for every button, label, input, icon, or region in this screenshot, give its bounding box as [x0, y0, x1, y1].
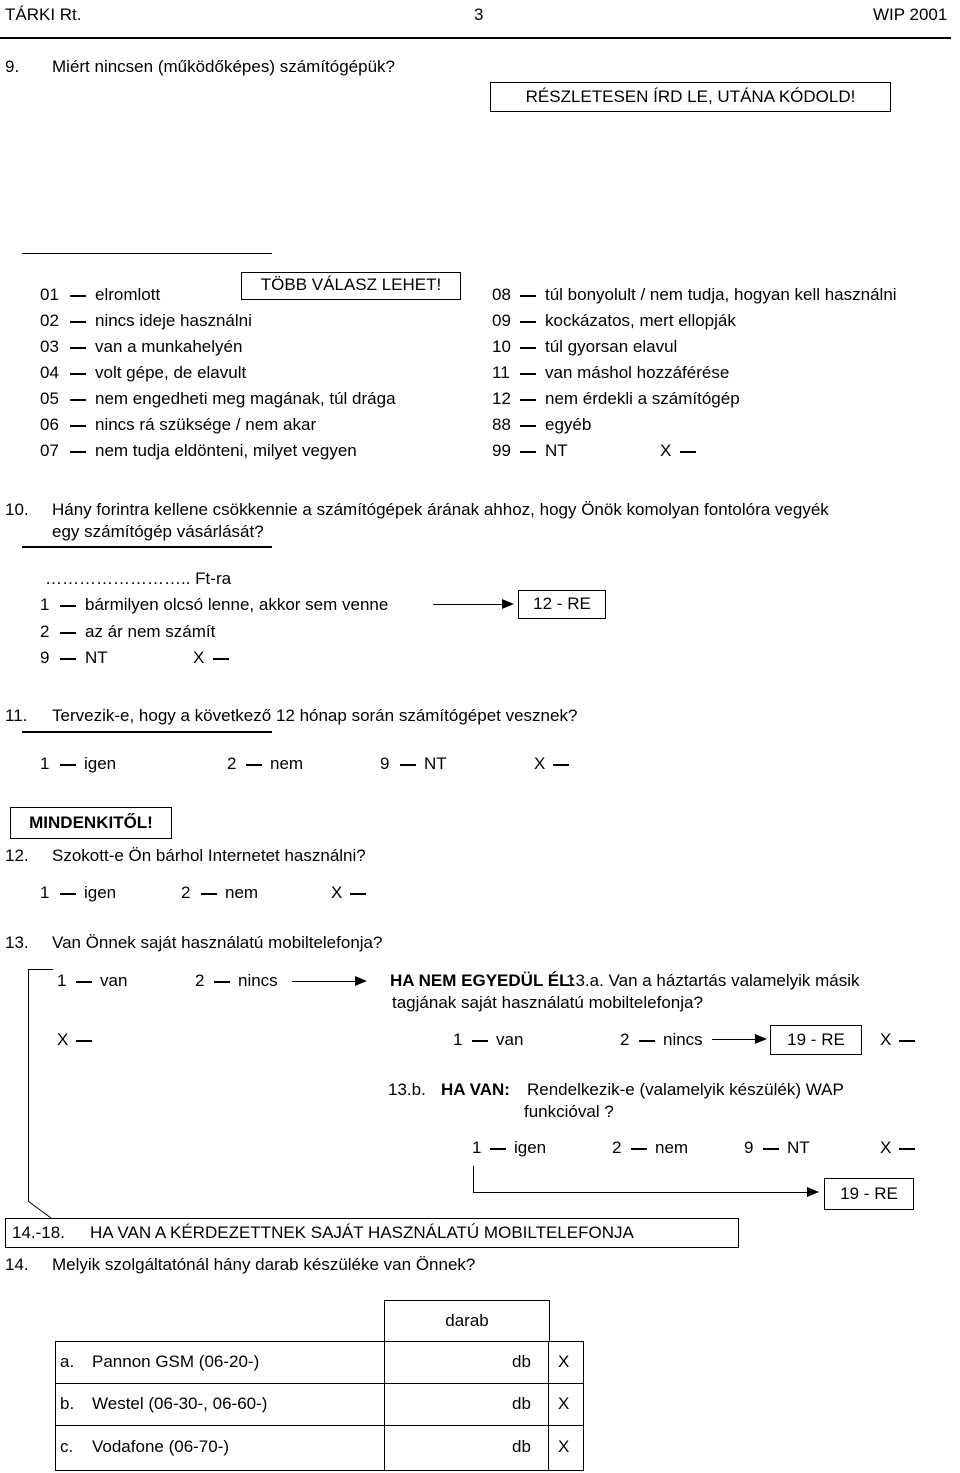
q9-label: egyéb [545, 415, 592, 434]
q11-number: 11. [5, 706, 28, 725]
q10-blank: …………………….. Ft-ra [45, 569, 232, 588]
q10-code: 1 [40, 595, 50, 614]
q13a-code: 2 [620, 1030, 630, 1049]
header-code: WIP 2001 [873, 5, 948, 24]
q13a-skip: 19 - RE [787, 1030, 845, 1049]
q12-number: 12. [5, 846, 29, 865]
q10-code: 2 [40, 622, 50, 641]
q9-label: nincs rá szüksége / nem akar [95, 415, 317, 434]
row-unit: db [512, 1352, 531, 1371]
q10-label: az ár nem számít [85, 622, 216, 641]
row-x: X [558, 1352, 570, 1371]
q13a-x: X [880, 1030, 892, 1049]
row-label: Westel (06-30-, 06-60-) [92, 1394, 268, 1413]
q12-text: Szokott-e Ön bárhol Internetet használni? [52, 846, 366, 865]
q13b-label: NT [787, 1138, 810, 1157]
section-number: 14.-18. [12, 1223, 65, 1242]
q9-number: 9. [5, 57, 20, 76]
q14-table-divider-left [384, 1341, 385, 1470]
q9-label: túl bonyolult / nem tudja, hogyan kell használni [545, 285, 897, 304]
q11-text: Tervezik-e, hogy a következő 12 hónap során számítógépet vesznek? [52, 706, 578, 725]
row-letter: a. [60, 1352, 75, 1371]
row-letter: c. [60, 1437, 74, 1456]
q10-text-line2: egy számítógép vásárlását? [52, 522, 264, 541]
q9-label: nincs ideje használni [95, 311, 252, 330]
q9-label: volt gépe, de elavult [95, 363, 247, 382]
q11-code: 1 [40, 754, 50, 773]
q11-code: 2 [227, 754, 237, 773]
q13a-label: nincs [663, 1030, 703, 1049]
q13a-text: 13.a. Van a háztartás valamelyik másik [566, 971, 860, 990]
q13b-number: 13.b. [388, 1080, 426, 1099]
q13a-label: van [496, 1030, 524, 1049]
q11-label: igen [84, 754, 117, 773]
q13a-code: 1 [453, 1030, 463, 1049]
q12-code: 1 [40, 883, 50, 902]
q13b-condition: HA VAN: [441, 1080, 510, 1099]
q9-code: 01 [40, 285, 59, 304]
q13-label: nincs [238, 971, 278, 990]
row-label: Pannon GSM (06-20-) [92, 1352, 260, 1371]
q10-label: bármilyen olcsó lenne, akkor sem venne [85, 595, 389, 614]
q14-text: Melyik szolgáltatónál hány darab készüléke van Önnek? [52, 1255, 476, 1274]
q14-number: 14. [5, 1255, 29, 1274]
row-x: X [558, 1437, 570, 1456]
q9-code: 88 [492, 415, 511, 434]
everyone-label: MINDENKITŐL! [29, 813, 153, 832]
q9-label: kockázatos, mert ellopják [545, 311, 736, 330]
q13b-code: 9 [744, 1138, 754, 1157]
q9-code: 02 [40, 311, 59, 330]
q9-x: X [660, 441, 672, 460]
q10-skip: 12 - RE [533, 594, 591, 613]
q9-label: van máshol hozzáférése [545, 363, 730, 382]
q13b-text: Rendelkezik-e (valamelyik készülék) WAP [527, 1080, 844, 1099]
q13b-skip: 19 - RE [840, 1184, 898, 1203]
q9-code: 06 [40, 415, 59, 434]
q9-code: 12 [492, 389, 511, 408]
row-letter: b. [60, 1394, 75, 1413]
q13-code: 1 [57, 971, 67, 990]
q9-code: 11 [492, 363, 510, 382]
q9-label: NT [545, 441, 568, 460]
q10-label: NT [85, 648, 108, 667]
q9-label: nem tudja eldönteni, milyet vegyen [95, 441, 357, 460]
q9-code: 09 [492, 311, 511, 330]
header-org: TÁRKI Rt. [5, 5, 82, 24]
q9-code: 04 [40, 363, 59, 382]
q13-text: Van Önnek saját használatú mobiltelefonja? [52, 933, 383, 952]
q13-label: van [100, 971, 128, 990]
q13a-condition: HA NEM EGYEDÜL ÉL: [390, 971, 576, 990]
q10-number: 10. [5, 500, 29, 519]
q11-x: X [534, 754, 546, 773]
q12-label: igen [84, 883, 117, 902]
section-text: HA VAN A KÉRDEZETTNEK SAJÁT HASZNÁLATÚ MOBILTELEFONJA [90, 1223, 634, 1242]
row-unit: db [512, 1394, 531, 1413]
q9-label: túl gyorsan elavul [545, 337, 678, 356]
q14-row-divider [55, 1425, 583, 1426]
q13b-label: igen [514, 1138, 547, 1157]
q13b-code: 1 [472, 1138, 482, 1157]
q13-code: 2 [195, 971, 205, 990]
row-x: X [558, 1394, 570, 1413]
q13b-text-line2: funkcióval ? [524, 1102, 614, 1121]
q11-code: 9 [380, 754, 390, 773]
q9-code: 05 [40, 389, 59, 408]
q9-label: elromlott [95, 285, 161, 304]
q9-code: 10 [492, 337, 511, 356]
page-number: 3 [474, 5, 484, 24]
row-label: Vodafone (06-70-) [92, 1437, 230, 1456]
q13a-text-line2: tagjának saját használatú mobiltelefonja? [392, 993, 703, 1012]
q14-header: darab [445, 1311, 489, 1330]
q11-label: nem [270, 754, 304, 773]
q11-label: NT [424, 754, 447, 773]
q13-x: X [57, 1030, 69, 1049]
q9-code: 08 [492, 285, 511, 304]
q9-label: nem érdekli a számítógép [545, 389, 740, 408]
q9-label: nem engedheti meg magának, túl drága [95, 389, 396, 408]
q13-number: 13. [5, 933, 29, 952]
q10-text-line1: Hány forintra kellene csökkennie a számítógépek árának ahhoz, hogy Önök komolyan fontolóra vegyék [52, 500, 829, 519]
q14-table-divider-right [548, 1341, 549, 1470]
row-unit: db [512, 1437, 531, 1456]
q9-label: van a munkahelyén [95, 337, 243, 356]
q12-code: 2 [181, 883, 191, 902]
q9-text: Miért nincsen (működőképes) számítógépük? [52, 57, 395, 76]
q10-code: 9 [40, 648, 50, 667]
q13b-x: X [880, 1138, 892, 1157]
q9-code: 99 [492, 441, 511, 460]
q13b-code: 2 [612, 1138, 622, 1157]
q10-x: X [193, 648, 205, 667]
q12-x: X [331, 883, 343, 902]
q9-multi: TÖBB VÁLASZ LEHET! [260, 275, 442, 294]
q12-label: nem [225, 883, 259, 902]
q9-code: 07 [40, 441, 59, 460]
q13b-label: nem [655, 1138, 689, 1157]
q14-row-divider [55, 1383, 583, 1384]
q9-instruction: RÉSZLETESEN ÍRD LE, UTÁNA KÓDOLD! [525, 87, 856, 106]
q9-code: 03 [40, 337, 59, 356]
